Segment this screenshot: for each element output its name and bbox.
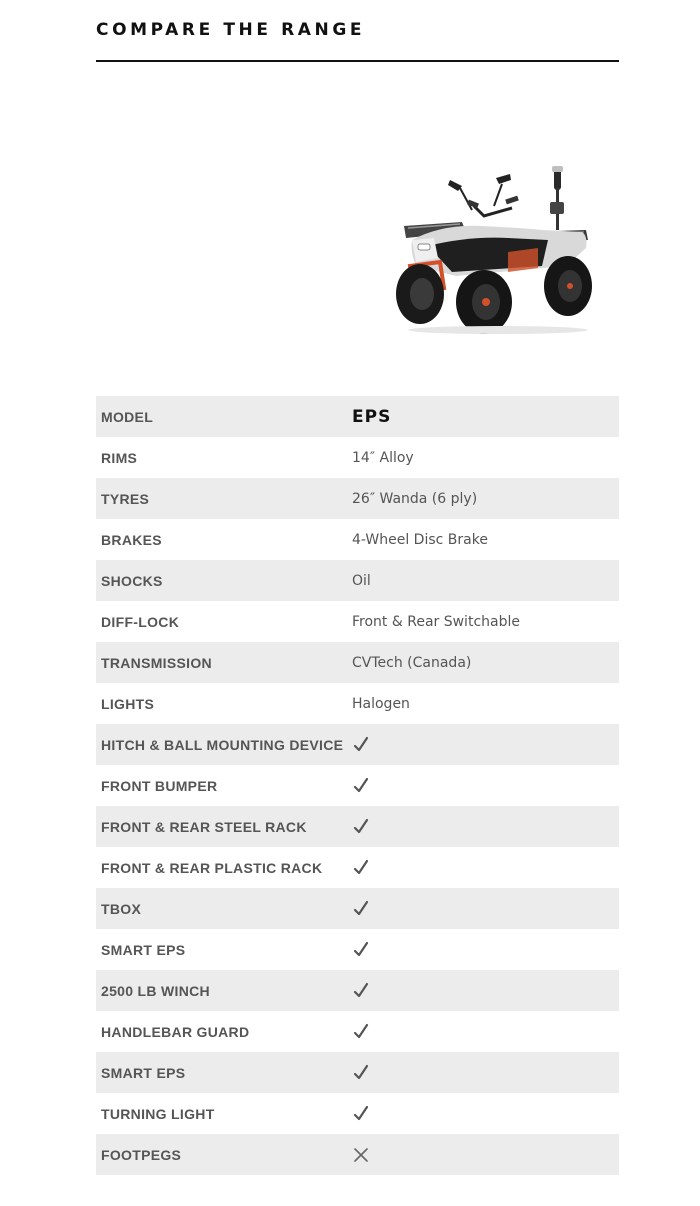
spec-label: SHOCKS [101, 572, 163, 589]
spec-row [96, 888, 619, 929]
checkmark-icon [352, 941, 370, 959]
spec-value-check [347, 806, 619, 847]
spec-row [96, 765, 619, 806]
spec-label: DIFF-LOCK [101, 613, 180, 630]
spec-label: MODEL [101, 408, 154, 425]
checkmark-icon [352, 982, 370, 1000]
spec-row [96, 724, 619, 765]
spec-value: Oil [352, 572, 371, 589]
spec-value: Front & Rear Switchable [352, 613, 520, 630]
spec-value-check [347, 1011, 619, 1052]
checkmark-icon [352, 859, 370, 877]
spec-label: FRONT & REAR STEEL RACK [101, 818, 307, 835]
spec-row [96, 806, 619, 847]
checkmark-icon [352, 777, 370, 795]
spec-row [96, 396, 619, 437]
spec-label: 2500 LB WINCH [101, 982, 210, 999]
spec-label: TURNING LIGHT [101, 1105, 215, 1122]
spec-value: 26″ Wanda (6 ply) [352, 490, 478, 507]
product-image-area [96, 62, 619, 396]
section-header [96, 0, 619, 62]
spec-value-check [347, 847, 619, 888]
spec-row [96, 970, 619, 1011]
spec-value-check [347, 765, 619, 806]
checkmark-icon [352, 1023, 370, 1041]
spec-label: SMART EPS [101, 941, 186, 958]
spec-label: HITCH & BALL MOUNTING DEVICE [101, 736, 344, 753]
spec-value: 4-Wheel Disc Brake [352, 531, 488, 548]
spec-label: TYRES [101, 490, 150, 507]
spec-label: LIGHTS [101, 695, 155, 712]
spec-row [96, 1134, 619, 1175]
spec-row [96, 683, 619, 724]
compare-section [96, 0, 619, 1175]
spec-label: BRAKES [101, 531, 162, 548]
spec-row [96, 519, 619, 560]
checkmark-icon [352, 900, 370, 918]
spec-row [96, 601, 619, 642]
spec-row [96, 437, 619, 478]
checkmark-icon [352, 1105, 370, 1123]
atv-quad-bike-image [388, 162, 598, 334]
spec-row [96, 560, 619, 601]
section-title: COMPARE THE RANGE [96, 20, 366, 40]
spec-row [96, 847, 619, 888]
spec-label: FOOTPEGS [101, 1146, 182, 1163]
spec-value-cross [347, 1134, 619, 1175]
spec-row [96, 1052, 619, 1093]
spec-value-check [347, 929, 619, 970]
checkmark-icon [352, 736, 370, 754]
spec-label: FRONT BUMPER [101, 777, 218, 794]
spec-label: HANDLEBAR GUARD [101, 1023, 250, 1040]
spec-value-check [347, 1052, 619, 1093]
cross-icon [352, 1146, 370, 1164]
spec-label: TBOX [101, 900, 142, 917]
spec-row [96, 1093, 619, 1134]
spec-value-check [347, 888, 619, 929]
checkmark-icon [352, 818, 370, 836]
spec-row [96, 478, 619, 519]
spec-value: CVTech (Canada) [352, 654, 472, 671]
spec-value: EPS [352, 406, 392, 427]
spec-table [96, 396, 619, 1175]
spec-label: RIMS [101, 449, 138, 466]
spec-label: TRANSMISSION [101, 654, 212, 671]
spec-label: FRONT & REAR PLASTIC RACK [101, 859, 323, 876]
spec-value-check [347, 970, 619, 1011]
spec-row [96, 642, 619, 683]
spec-value: 14″ Alloy [352, 449, 414, 466]
spec-row [96, 929, 619, 970]
spec-value: Halogen [352, 695, 410, 712]
spec-value-check [347, 1093, 619, 1134]
spec-row [96, 1011, 619, 1052]
spec-label: SMART EPS [101, 1064, 186, 1081]
spec-value-check [347, 724, 619, 765]
checkmark-icon [352, 1064, 370, 1082]
